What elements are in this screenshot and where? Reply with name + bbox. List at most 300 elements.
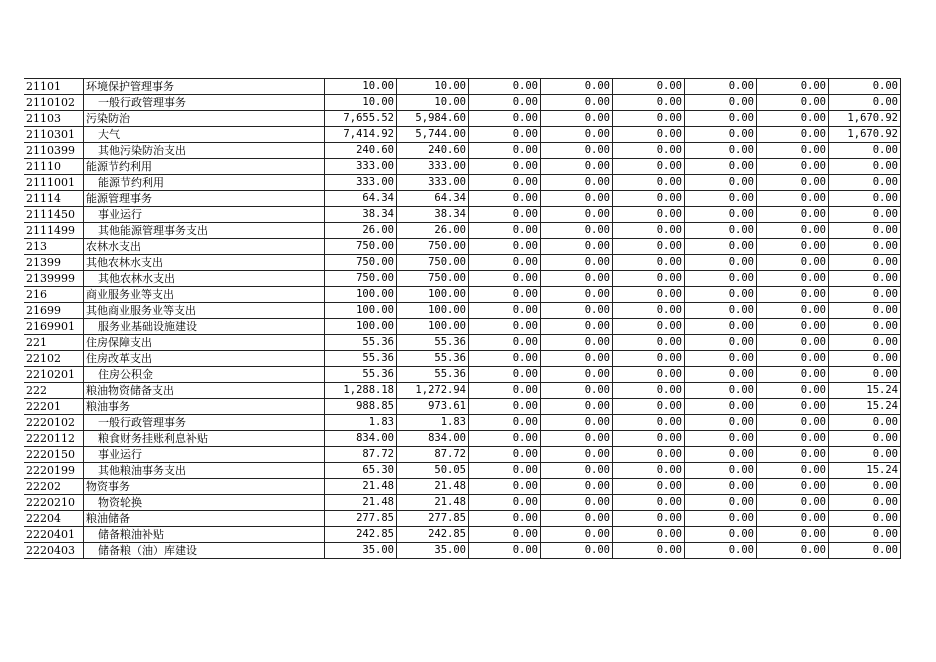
cell-amount-2[interactable]: 21.48 <box>397 495 469 511</box>
cell-amount-1[interactable]: 750.00 <box>325 239 397 255</box>
cell-amount-7[interactable]: 0.00 <box>757 143 829 159</box>
cell-code[interactable]: 222 <box>24 383 84 399</box>
cell-code[interactable]: 21114 <box>24 191 84 207</box>
cell-amount-8[interactable]: 0.00 <box>829 335 901 351</box>
cell-item-name[interactable]: 其他粮油事务支出 <box>84 463 325 479</box>
cell-amount-5[interactable]: 0.00 <box>613 383 685 399</box>
cell-amount-4[interactable]: 0.00 <box>541 335 613 351</box>
cell-amount-2[interactable]: 242.85 <box>397 527 469 543</box>
cell-code[interactable]: 22102 <box>24 351 84 367</box>
cell-amount-7[interactable]: 0.00 <box>757 255 829 271</box>
cell-code[interactable]: 2220403 <box>24 543 84 559</box>
cell-amount-6[interactable]: 0.00 <box>685 543 757 559</box>
cell-amount-6[interactable]: 0.00 <box>685 79 757 95</box>
cell-amount-7[interactable]: 0.00 <box>757 303 829 319</box>
cell-amount-8[interactable]: 0.00 <box>829 79 901 95</box>
cell-amount-8[interactable]: 0.00 <box>829 479 901 495</box>
cell-amount-7[interactable]: 0.00 <box>757 479 829 495</box>
cell-item-name[interactable]: 一般行政管理事务 <box>84 95 325 111</box>
cell-amount-7[interactable]: 0.00 <box>757 447 829 463</box>
cell-amount-7[interactable]: 0.00 <box>757 223 829 239</box>
cell-amount-2[interactable]: 21.48 <box>397 479 469 495</box>
cell-amount-5[interactable]: 0.00 <box>613 159 685 175</box>
cell-code[interactable]: 2220112 <box>24 431 84 447</box>
cell-amount-2[interactable]: 10.00 <box>397 95 469 111</box>
cell-amount-1[interactable]: 240.60 <box>325 143 397 159</box>
cell-code[interactable]: 22202 <box>24 479 84 495</box>
cell-amount-3[interactable]: 0.00 <box>469 159 541 175</box>
cell-code[interactable]: 2220199 <box>24 463 84 479</box>
cell-amount-8[interactable]: 0.00 <box>829 255 901 271</box>
cell-amount-7[interactable]: 0.00 <box>757 431 829 447</box>
cell-item-name[interactable]: 其他农林水支出 <box>84 271 325 287</box>
cell-amount-4[interactable]: 0.00 <box>541 463 613 479</box>
cell-amount-4[interactable]: 0.00 <box>541 79 613 95</box>
cell-amount-8[interactable]: 0.00 <box>829 159 901 175</box>
cell-code[interactable]: 2169901 <box>24 319 84 335</box>
cell-amount-3[interactable]: 0.00 <box>469 255 541 271</box>
cell-code[interactable]: 2220150 <box>24 447 84 463</box>
cell-amount-1[interactable]: 1,288.18 <box>325 383 397 399</box>
cell-amount-5[interactable]: 0.00 <box>613 335 685 351</box>
cell-amount-6[interactable]: 0.00 <box>685 399 757 415</box>
cell-amount-3[interactable]: 0.00 <box>469 127 541 143</box>
cell-amount-1[interactable]: 333.00 <box>325 159 397 175</box>
cell-amount-8[interactable]: 0.00 <box>829 303 901 319</box>
cell-amount-1[interactable]: 55.36 <box>325 351 397 367</box>
cell-amount-3[interactable]: 0.00 <box>469 463 541 479</box>
cell-code[interactable]: 2220401 <box>24 527 84 543</box>
cell-amount-4[interactable]: 0.00 <box>541 287 613 303</box>
cell-item-name[interactable]: 粮食财务挂账利息补贴 <box>84 431 325 447</box>
cell-amount-4[interactable]: 0.00 <box>541 303 613 319</box>
cell-amount-2[interactable]: 333.00 <box>397 159 469 175</box>
cell-amount-5[interactable]: 0.00 <box>613 223 685 239</box>
cell-amount-6[interactable]: 0.00 <box>685 431 757 447</box>
cell-amount-2[interactable]: 333.00 <box>397 175 469 191</box>
cell-amount-2[interactable]: 973.61 <box>397 399 469 415</box>
cell-amount-6[interactable]: 0.00 <box>685 223 757 239</box>
cell-amount-4[interactable]: 0.00 <box>541 207 613 223</box>
cell-amount-1[interactable]: 100.00 <box>325 287 397 303</box>
cell-amount-1[interactable]: 55.36 <box>325 335 397 351</box>
cell-amount-1[interactable]: 10.00 <box>325 79 397 95</box>
cell-amount-7[interactable]: 0.00 <box>757 95 829 111</box>
cell-code[interactable]: 21101 <box>24 79 84 95</box>
cell-amount-3[interactable]: 0.00 <box>469 95 541 111</box>
cell-amount-2[interactable]: 240.60 <box>397 143 469 159</box>
cell-code[interactable]: 216 <box>24 287 84 303</box>
cell-amount-8[interactable]: 0.00 <box>829 447 901 463</box>
cell-amount-4[interactable]: 0.00 <box>541 191 613 207</box>
cell-code[interactable]: 21699 <box>24 303 84 319</box>
cell-amount-8[interactable]: 0.00 <box>829 511 901 527</box>
cell-code[interactable]: 2111499 <box>24 223 84 239</box>
cell-item-name[interactable]: 服务业基础设施建设 <box>84 319 325 335</box>
cell-amount-5[interactable]: 0.00 <box>613 367 685 383</box>
cell-amount-6[interactable]: 0.00 <box>685 511 757 527</box>
cell-amount-2[interactable]: 64.34 <box>397 191 469 207</box>
cell-amount-1[interactable]: 100.00 <box>325 319 397 335</box>
cell-amount-2[interactable]: 10.00 <box>397 79 469 95</box>
cell-amount-1[interactable]: 87.72 <box>325 447 397 463</box>
cell-amount-4[interactable]: 0.00 <box>541 95 613 111</box>
cell-amount-7[interactable]: 0.00 <box>757 287 829 303</box>
cell-amount-2[interactable]: 5,744.00 <box>397 127 469 143</box>
cell-amount-3[interactable]: 0.00 <box>469 335 541 351</box>
cell-amount-4[interactable]: 0.00 <box>541 527 613 543</box>
cell-amount-6[interactable]: 0.00 <box>685 207 757 223</box>
cell-amount-1[interactable]: 834.00 <box>325 431 397 447</box>
cell-amount-3[interactable]: 0.00 <box>469 495 541 511</box>
cell-amount-1[interactable]: 1.83 <box>325 415 397 431</box>
cell-amount-2[interactable]: 55.36 <box>397 351 469 367</box>
cell-item-name[interactable]: 其他污染防治支出 <box>84 143 325 159</box>
cell-amount-5[interactable]: 0.00 <box>613 239 685 255</box>
cell-amount-7[interactable]: 0.00 <box>757 383 829 399</box>
cell-amount-6[interactable]: 0.00 <box>685 175 757 191</box>
cell-amount-5[interactable]: 0.00 <box>613 399 685 415</box>
cell-amount-2[interactable]: 750.00 <box>397 271 469 287</box>
cell-amount-5[interactable]: 0.00 <box>613 255 685 271</box>
cell-item-name[interactable]: 住房公积金 <box>84 367 325 383</box>
cell-amount-2[interactable]: 100.00 <box>397 303 469 319</box>
cell-amount-7[interactable]: 0.00 <box>757 415 829 431</box>
cell-amount-6[interactable]: 0.00 <box>685 255 757 271</box>
cell-amount-6[interactable]: 0.00 <box>685 335 757 351</box>
cell-amount-4[interactable]: 0.00 <box>541 271 613 287</box>
cell-amount-2[interactable]: 100.00 <box>397 319 469 335</box>
cell-item-name[interactable]: 能源节约利用 <box>84 175 325 191</box>
cell-amount-6[interactable]: 0.00 <box>685 143 757 159</box>
cell-amount-2[interactable]: 277.85 <box>397 511 469 527</box>
cell-amount-4[interactable]: 0.00 <box>541 511 613 527</box>
cell-amount-3[interactable]: 0.00 <box>469 511 541 527</box>
cell-amount-3[interactable]: 0.00 <box>469 479 541 495</box>
cell-amount-6[interactable]: 0.00 <box>685 463 757 479</box>
cell-amount-8[interactable]: 0.00 <box>829 495 901 511</box>
cell-amount-5[interactable]: 0.00 <box>613 191 685 207</box>
cell-amount-3[interactable]: 0.00 <box>469 207 541 223</box>
cell-amount-7[interactable]: 0.00 <box>757 463 829 479</box>
cell-amount-1[interactable]: 750.00 <box>325 255 397 271</box>
cell-item-name[interactable]: 农林水支出 <box>84 239 325 255</box>
cell-amount-6[interactable]: 0.00 <box>685 527 757 543</box>
cell-item-name[interactable]: 能源节约利用 <box>84 159 325 175</box>
cell-item-name[interactable]: 能源管理事务 <box>84 191 325 207</box>
cell-amount-5[interactable]: 0.00 <box>613 415 685 431</box>
cell-amount-6[interactable]: 0.00 <box>685 111 757 127</box>
cell-amount-8[interactable]: 0.00 <box>829 271 901 287</box>
cell-amount-5[interactable]: 0.00 <box>613 463 685 479</box>
cell-amount-4[interactable]: 0.00 <box>541 367 613 383</box>
cell-amount-5[interactable]: 0.00 <box>613 207 685 223</box>
cell-item-name[interactable]: 其他农林水支出 <box>84 255 325 271</box>
cell-amount-1[interactable]: 750.00 <box>325 271 397 287</box>
cell-amount-5[interactable]: 0.00 <box>613 79 685 95</box>
cell-amount-8[interactable]: 15.24 <box>829 383 901 399</box>
cell-amount-8[interactable]: 1,670.92 <box>829 111 901 127</box>
cell-amount-3[interactable]: 0.00 <box>469 447 541 463</box>
cell-item-name[interactable]: 其他商业服务业等支出 <box>84 303 325 319</box>
cell-item-name[interactable]: 储备粮（油）库建设 <box>84 543 325 559</box>
cell-code[interactable]: 2110399 <box>24 143 84 159</box>
cell-amount-2[interactable]: 1,272.94 <box>397 383 469 399</box>
cell-amount-6[interactable]: 0.00 <box>685 287 757 303</box>
cell-amount-1[interactable]: 10.00 <box>325 95 397 111</box>
cell-amount-3[interactable]: 0.00 <box>469 79 541 95</box>
cell-amount-3[interactable]: 0.00 <box>469 543 541 559</box>
cell-item-name[interactable]: 其他能源管理事务支出 <box>84 223 325 239</box>
cell-item-name[interactable]: 粮油事务 <box>84 399 325 415</box>
cell-amount-2[interactable]: 87.72 <box>397 447 469 463</box>
cell-amount-5[interactable]: 0.00 <box>613 175 685 191</box>
cell-amount-6[interactable]: 0.00 <box>685 159 757 175</box>
cell-amount-7[interactable]: 0.00 <box>757 543 829 559</box>
cell-amount-8[interactable]: 0.00 <box>829 175 901 191</box>
cell-item-name[interactable]: 一般行政管理事务 <box>84 415 325 431</box>
cell-amount-8[interactable]: 0.00 <box>829 287 901 303</box>
cell-amount-5[interactable]: 0.00 <box>613 319 685 335</box>
cell-amount-5[interactable]: 0.00 <box>613 95 685 111</box>
cell-amount-6[interactable]: 0.00 <box>685 271 757 287</box>
cell-code[interactable]: 2111450 <box>24 207 84 223</box>
cell-amount-3[interactable]: 0.00 <box>469 399 541 415</box>
cell-amount-5[interactable]: 0.00 <box>613 127 685 143</box>
cell-amount-3[interactable]: 0.00 <box>469 271 541 287</box>
cell-amount-1[interactable]: 988.85 <box>325 399 397 415</box>
cell-code[interactable]: 22201 <box>24 399 84 415</box>
cell-amount-4[interactable]: 0.00 <box>541 383 613 399</box>
cell-amount-8[interactable]: 0.00 <box>829 415 901 431</box>
cell-item-name[interactable]: 大气 <box>84 127 325 143</box>
cell-amount-1[interactable]: 64.34 <box>325 191 397 207</box>
cell-amount-4[interactable]: 0.00 <box>541 447 613 463</box>
cell-amount-5[interactable]: 0.00 <box>613 431 685 447</box>
cell-amount-2[interactable]: 55.36 <box>397 367 469 383</box>
cell-amount-3[interactable]: 0.00 <box>469 111 541 127</box>
cell-amount-7[interactable]: 0.00 <box>757 127 829 143</box>
cell-amount-3[interactable]: 0.00 <box>469 287 541 303</box>
cell-amount-1[interactable]: 277.85 <box>325 511 397 527</box>
cell-amount-5[interactable]: 0.00 <box>613 303 685 319</box>
cell-amount-3[interactable]: 0.00 <box>469 143 541 159</box>
cell-amount-3[interactable]: 0.00 <box>469 415 541 431</box>
cell-amount-8[interactable]: 15.24 <box>829 463 901 479</box>
cell-item-name[interactable]: 粮油储备 <box>84 511 325 527</box>
cell-amount-7[interactable]: 0.00 <box>757 271 829 287</box>
cell-amount-2[interactable]: 26.00 <box>397 223 469 239</box>
cell-amount-5[interactable]: 0.00 <box>613 271 685 287</box>
cell-code[interactable]: 2110102 <box>24 95 84 111</box>
cell-amount-6[interactable]: 0.00 <box>685 447 757 463</box>
cell-amount-4[interactable]: 0.00 <box>541 111 613 127</box>
cell-amount-6[interactable]: 0.00 <box>685 367 757 383</box>
cell-amount-3[interactable]: 0.00 <box>469 527 541 543</box>
cell-amount-8[interactable]: 0.00 <box>829 95 901 111</box>
cell-item-name[interactable]: 物资事务 <box>84 479 325 495</box>
cell-amount-4[interactable]: 0.00 <box>541 495 613 511</box>
cell-item-name[interactable]: 物资轮换 <box>84 495 325 511</box>
cell-amount-3[interactable]: 0.00 <box>469 303 541 319</box>
cell-amount-3[interactable]: 0.00 <box>469 175 541 191</box>
cell-amount-8[interactable]: 0.00 <box>829 543 901 559</box>
cell-amount-2[interactable]: 35.00 <box>397 543 469 559</box>
cell-amount-3[interactable]: 0.00 <box>469 239 541 255</box>
cell-amount-8[interactable]: 0.00 <box>829 191 901 207</box>
cell-amount-1[interactable]: 333.00 <box>325 175 397 191</box>
cell-amount-6[interactable]: 0.00 <box>685 303 757 319</box>
cell-amount-5[interactable]: 0.00 <box>613 527 685 543</box>
cell-amount-5[interactable]: 0.00 <box>613 143 685 159</box>
cell-item-name[interactable]: 粮油物资储备支出 <box>84 383 325 399</box>
cell-amount-3[interactable]: 0.00 <box>469 319 541 335</box>
cell-amount-3[interactable]: 0.00 <box>469 431 541 447</box>
cell-amount-7[interactable]: 0.00 <box>757 351 829 367</box>
cell-amount-2[interactable]: 50.05 <box>397 463 469 479</box>
cell-item-name[interactable]: 事业运行 <box>84 447 325 463</box>
cell-amount-2[interactable]: 834.00 <box>397 431 469 447</box>
cell-amount-5[interactable]: 0.00 <box>613 351 685 367</box>
cell-amount-1[interactable]: 100.00 <box>325 303 397 319</box>
cell-code[interactable]: 2220210 <box>24 495 84 511</box>
cell-amount-3[interactable]: 0.00 <box>469 351 541 367</box>
cell-amount-2[interactable]: 750.00 <box>397 239 469 255</box>
cell-amount-4[interactable]: 0.00 <box>541 159 613 175</box>
cell-code[interactable]: 22204 <box>24 511 84 527</box>
cell-amount-4[interactable]: 0.00 <box>541 143 613 159</box>
cell-amount-5[interactable]: 0.00 <box>613 495 685 511</box>
cell-amount-8[interactable]: 0.00 <box>829 367 901 383</box>
cell-amount-4[interactable]: 0.00 <box>541 431 613 447</box>
cell-amount-5[interactable]: 0.00 <box>613 479 685 495</box>
cell-item-name[interactable]: 住房保障支出 <box>84 335 325 351</box>
cell-amount-4[interactable]: 0.00 <box>541 351 613 367</box>
cell-amount-8[interactable]: 0.00 <box>829 223 901 239</box>
cell-amount-7[interactable]: 0.00 <box>757 319 829 335</box>
cell-amount-6[interactable]: 0.00 <box>685 95 757 111</box>
cell-code[interactable]: 221 <box>24 335 84 351</box>
cell-amount-8[interactable]: 0.00 <box>829 143 901 159</box>
cell-amount-8[interactable]: 0.00 <box>829 527 901 543</box>
cell-amount-7[interactable]: 0.00 <box>757 335 829 351</box>
cell-amount-4[interactable]: 0.00 <box>541 399 613 415</box>
cell-amount-1[interactable]: 21.48 <box>325 479 397 495</box>
cell-amount-7[interactable]: 0.00 <box>757 175 829 191</box>
cell-amount-6[interactable]: 0.00 <box>685 495 757 511</box>
cell-amount-5[interactable]: 0.00 <box>613 287 685 303</box>
cell-amount-3[interactable]: 0.00 <box>469 223 541 239</box>
cell-amount-2[interactable]: 5,984.60 <box>397 111 469 127</box>
cell-code[interactable]: 213 <box>24 239 84 255</box>
cell-amount-4[interactable]: 0.00 <box>541 223 613 239</box>
cell-code[interactable]: 21110 <box>24 159 84 175</box>
cell-amount-7[interactable]: 0.00 <box>757 399 829 415</box>
cell-amount-3[interactable]: 0.00 <box>469 367 541 383</box>
cell-amount-8[interactable]: 1,670.92 <box>829 127 901 143</box>
cell-amount-2[interactable]: 100.00 <box>397 287 469 303</box>
cell-amount-8[interactable]: 0.00 <box>829 207 901 223</box>
cell-item-name[interactable]: 事业运行 <box>84 207 325 223</box>
cell-amount-4[interactable]: 0.00 <box>541 415 613 431</box>
cell-amount-3[interactable]: 0.00 <box>469 191 541 207</box>
cell-amount-1[interactable]: 35.00 <box>325 543 397 559</box>
cell-amount-6[interactable]: 0.00 <box>685 319 757 335</box>
cell-amount-2[interactable]: 750.00 <box>397 255 469 271</box>
cell-amount-6[interactable]: 0.00 <box>685 127 757 143</box>
cell-amount-6[interactable]: 0.00 <box>685 479 757 495</box>
cell-item-name[interactable]: 储备粮油补贴 <box>84 527 325 543</box>
cell-amount-2[interactable]: 38.34 <box>397 207 469 223</box>
cell-amount-7[interactable]: 0.00 <box>757 511 829 527</box>
cell-amount-1[interactable]: 65.30 <box>325 463 397 479</box>
cell-amount-4[interactable]: 0.00 <box>541 319 613 335</box>
cell-amount-4[interactable]: 0.00 <box>541 255 613 271</box>
cell-item-name[interactable]: 环境保护管理事务 <box>84 79 325 95</box>
cell-amount-7[interactable]: 0.00 <box>757 495 829 511</box>
cell-item-name[interactable]: 住房改革支出 <box>84 351 325 367</box>
cell-amount-7[interactable]: 0.00 <box>757 191 829 207</box>
cell-code[interactable]: 2210201 <box>24 367 84 383</box>
cell-amount-6[interactable]: 0.00 <box>685 191 757 207</box>
cell-amount-4[interactable]: 0.00 <box>541 543 613 559</box>
cell-amount-7[interactable]: 0.00 <box>757 79 829 95</box>
cell-code[interactable]: 2139999 <box>24 271 84 287</box>
cell-amount-1[interactable]: 7,655.52 <box>325 111 397 127</box>
cell-amount-7[interactable]: 0.00 <box>757 239 829 255</box>
cell-code[interactable]: 2110301 <box>24 127 84 143</box>
cell-amount-7[interactable]: 0.00 <box>757 207 829 223</box>
cell-amount-8[interactable]: 15.24 <box>829 399 901 415</box>
cell-amount-6[interactable]: 0.00 <box>685 383 757 399</box>
cell-amount-1[interactable]: 55.36 <box>325 367 397 383</box>
cell-amount-5[interactable]: 0.00 <box>613 447 685 463</box>
cell-amount-1[interactable]: 38.34 <box>325 207 397 223</box>
cell-code[interactable]: 2111001 <box>24 175 84 191</box>
cell-amount-5[interactable]: 0.00 <box>613 543 685 559</box>
cell-amount-8[interactable]: 0.00 <box>829 239 901 255</box>
cell-amount-8[interactable]: 0.00 <box>829 431 901 447</box>
cell-amount-6[interactable]: 0.00 <box>685 351 757 367</box>
cell-amount-6[interactable]: 0.00 <box>685 239 757 255</box>
cell-amount-8[interactable]: 0.00 <box>829 351 901 367</box>
cell-amount-2[interactable]: 1.83 <box>397 415 469 431</box>
cell-code[interactable]: 21399 <box>24 255 84 271</box>
cell-amount-1[interactable]: 7,414.92 <box>325 127 397 143</box>
cell-amount-5[interactable]: 0.00 <box>613 111 685 127</box>
cell-code[interactable]: 2220102 <box>24 415 84 431</box>
cell-amount-1[interactable]: 26.00 <box>325 223 397 239</box>
cell-amount-6[interactable]: 0.00 <box>685 415 757 431</box>
cell-item-name[interactable]: 商业服务业等支出 <box>84 287 325 303</box>
cell-amount-7[interactable]: 0.00 <box>757 367 829 383</box>
cell-amount-7[interactable]: 0.00 <box>757 527 829 543</box>
cell-code[interactable]: 21103 <box>24 111 84 127</box>
cell-amount-1[interactable]: 242.85 <box>325 527 397 543</box>
cell-amount-3[interactable]: 0.00 <box>469 383 541 399</box>
cell-amount-2[interactable]: 55.36 <box>397 335 469 351</box>
cell-amount-1[interactable]: 21.48 <box>325 495 397 511</box>
cell-amount-8[interactable]: 0.00 <box>829 319 901 335</box>
cell-amount-4[interactable]: 0.00 <box>541 127 613 143</box>
cell-amount-7[interactable]: 0.00 <box>757 159 829 175</box>
cell-amount-4[interactable]: 0.00 <box>541 239 613 255</box>
cell-amount-5[interactable]: 0.00 <box>613 511 685 527</box>
cell-item-name[interactable]: 污染防治 <box>84 111 325 127</box>
cell-amount-4[interactable]: 0.00 <box>541 479 613 495</box>
cell-amount-4[interactable]: 0.00 <box>541 175 613 191</box>
cell-amount-7[interactable]: 0.00 <box>757 111 829 127</box>
